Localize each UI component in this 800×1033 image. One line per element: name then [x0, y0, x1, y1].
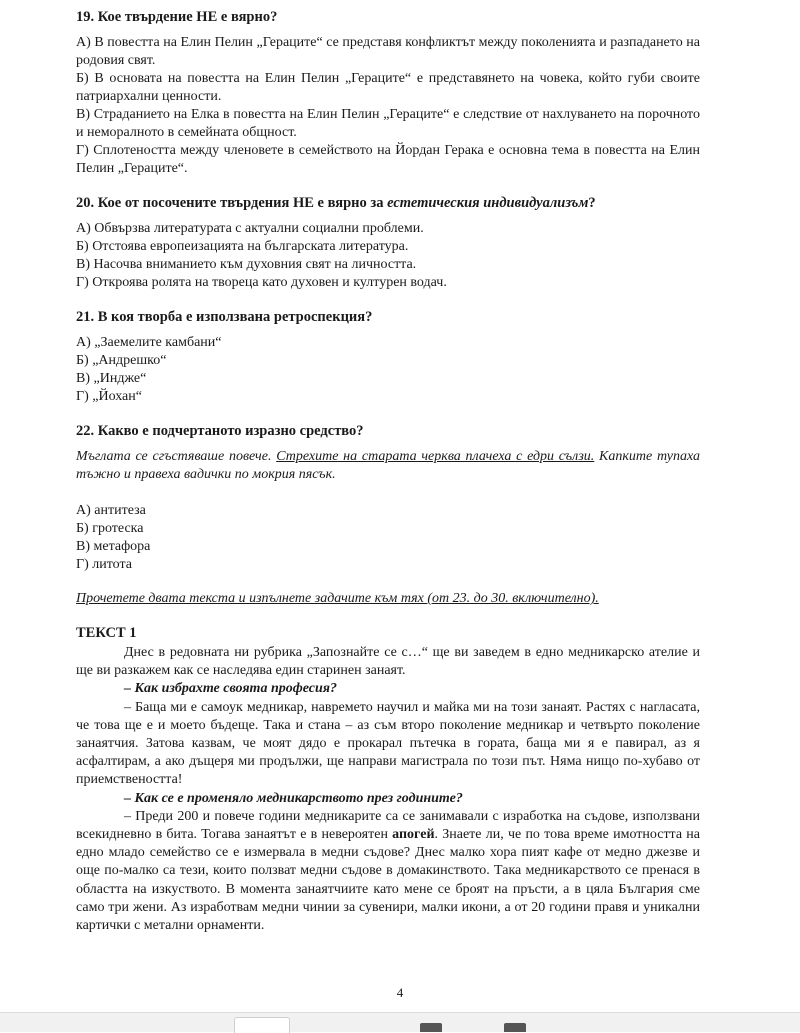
q21-option-c: В) „Индже“: [76, 371, 147, 386]
question-21-title: 21. В коя творба е използвана ретроспекция?: [76, 309, 373, 325]
q22-quote-underlined: Стрехите на старата черква плачеха с едри сълзи.: [276, 449, 595, 464]
question-22-title: 22. Какво е подчертаното изразно средство?: [76, 423, 364, 439]
q21-option-b: Б) „Андрешко“: [76, 353, 167, 368]
question-19-title: 19. Кое твърдение НЕ е вярно?: [76, 9, 278, 25]
interview-question-1: – Как избрахте своята професия?: [124, 681, 337, 697]
q22-option-a: А) антитеза: [76, 503, 146, 518]
q22-quote-rest: Капките тупаха тъжно и правеха вадички по мокрия пясък.: [76, 449, 700, 482]
interview-answer-2: [76, 808, 700, 935]
q22-quote-plain: Мъглата се сгъстяваше повече.: [76, 449, 277, 464]
question-20: [76, 194, 700, 292]
q19-option-c: В) Страданието на Елка в повестта на Елин Пелин „Гераците“ е следствие от нахлуването на порочното и неморалното в семейната общност.: [76, 107, 700, 140]
question-19: [76, 8, 700, 178]
text-1-heading: ТЕКСТ 1: [76, 625, 137, 641]
q19-option-b: Б) В основата на повестта на Елин Пелин „Гераците“ е представянето на човека, който губи своите патриархални ценности.: [76, 71, 700, 104]
answer-2-part-b: . Знаете ли, че по това време имотността на едно младо семейство се е измервала в медни съдове? Днес малко хора пият кафе от медно джезве и още по-малко са тези, които ползват медни съдове в домакинството. Така медникарството се пренася в областта на изкуството. В момента занаятчиите като мене се броят на пръсти, а в цяла България сме само три жени. Аз изработвам медни чинии за сувенири, малки икони, а от 20 години правя и уникални картички с метални орнаменти.: [76, 827, 700, 934]
q19-option-a: А) В повестта на Елин Пелин „Гераците“ се представя конфликтът между поколенията и разпадането на родовия свят.: [76, 35, 700, 68]
q22-option-c: В) метафора: [76, 539, 151, 554]
q20-option-a: А) Обвързва литературата с актуални социални проблеми.: [76, 221, 424, 236]
q21-option-a: А) „Заемелите камбани“: [76, 335, 222, 350]
interview-answer-1: – Баща ми е самоук медникар, навремето научил и майка ми на този занаят. Растях с нагласата, че това ще е и моето бъдеще. Така и стана – аз съм второ поколение медникар и четвърто поколение занаятчия. Затова казвам, че моят дядо е прокарал пътечка в гората, баща ми я е павирал, аз я асфалтирам, а ако дъщеря ми продължи, ще направи магистрала по този път. Няма нищо по-хубаво от приемствеността!: [76, 699, 700, 788]
question-21: [76, 308, 700, 406]
q19-option-d: Г) Сплотеността между членовете в семейството на Йордан Герака е основна тема в повестта на Елин Пелин „Гераците“.: [76, 143, 700, 176]
q21-option-d: Г) „Йохан“: [76, 389, 142, 404]
viewer-toolbar: [0, 1012, 800, 1032]
interview-question-2: – Как се е променяло медникарството през годините?: [124, 790, 463, 806]
q20-title-italic: естетическия индивидуализъм: [387, 195, 589, 211]
q22-option-b: Б) гротеска: [76, 521, 144, 536]
text-1-intro: Днес в редовната ни рубрика „Запознайте се с…“ ще ви заведем в едно медникарско ателие и ще ви разкажем как се наследява един старинен занаят.: [76, 645, 700, 679]
answer-2-part-a: – Преди 200 и повече години медникарите са се занимавали с изработка на съдове, използвани всекидневно в бита. Тогава занаятът е в невероятен: [76, 808, 700, 843]
q20-option-c: В) Насочва вниманието към духовния свят на личността.: [76, 257, 417, 272]
reading-instruction: Прочетете двата текста и изпълнете задачите към тях (от 23. до 30. включително).: [76, 591, 599, 606]
q22-option-d: Г) литота: [76, 557, 132, 572]
q22-quote: [76, 448, 700, 484]
page-content: [76, 8, 700, 935]
page-number: 4: [396, 985, 404, 1000]
q20-option-b: Б) Отстоява европеизацията на българската литература.: [76, 239, 409, 254]
answer-2-bold-word: апогей: [392, 827, 435, 843]
q20-title-prefix: 20. Кое от посочените твърдения НЕ е вярно за: [76, 195, 388, 211]
text-1: [76, 624, 700, 935]
question-20-title: [76, 194, 700, 212]
q20-option-d: Г) Откроява ролята на твореца като духовен и културен водач.: [76, 275, 447, 290]
q20-title-suffix: ?: [588, 195, 596, 211]
question-22: [76, 422, 700, 574]
